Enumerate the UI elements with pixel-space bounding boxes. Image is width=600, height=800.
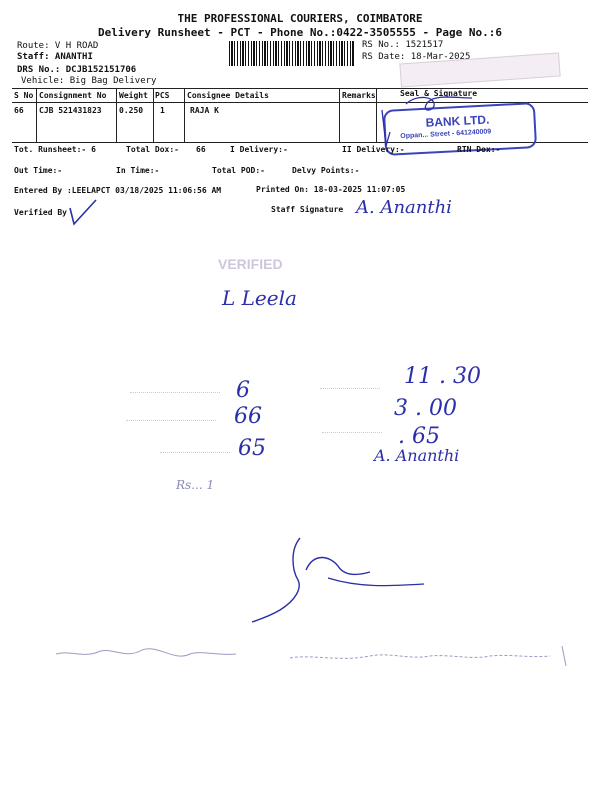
staff-label: Staff: ANANTHI xyxy=(17,52,93,62)
total-dox-value: 66 xyxy=(196,145,206,154)
right-number-3: . 65 xyxy=(398,424,440,449)
entered-by: Entered By :LEELAPCT 03/18/2025 11:06:56 AM xyxy=(14,186,222,195)
col-consignee: Consignee Details xyxy=(187,91,269,100)
drs-number: DRS No.: DCJB152151706 xyxy=(17,65,137,75)
row-consignment: CJB 521431823 xyxy=(39,106,102,115)
right-number-4: A. Ananthi xyxy=(374,446,460,465)
tot-runsheet: Tot. Runsheet:- 6 xyxy=(14,145,96,154)
i-delivery: I Delivery:- xyxy=(230,145,288,154)
row-sno: 66 xyxy=(14,106,24,115)
total-dox-label: Total Dox:- xyxy=(126,145,179,154)
faint-scribble-3 xyxy=(160,452,230,455)
seal-signature-scribble xyxy=(376,92,486,152)
runsheet-subtitle: Delivery Runsheet - PCT - Phone No.:0422-3505555 - Page No.:6 xyxy=(98,26,502,39)
verified-checkmark xyxy=(66,198,102,228)
delvy-points: Delvy Points:- xyxy=(292,166,360,175)
vehicle-label: Vehicle: Big Bag Delivery xyxy=(21,76,157,86)
faint-verified-stamp: VERIFIED xyxy=(218,256,283,272)
faint-scribble-5 xyxy=(322,432,382,435)
staff-signature-label: Staff Signature xyxy=(271,205,344,214)
faint-left-note: Rs... 1 xyxy=(176,478,215,492)
faint-bottom-scribbles xyxy=(50,636,570,676)
total-pod: Total POD:- xyxy=(212,166,265,175)
staff-handwritten-signature: A. Ananthi xyxy=(356,197,452,218)
faint-scribble-2 xyxy=(126,420,216,423)
row-consignee: RAJA K xyxy=(190,106,219,115)
row-pcs: 1 xyxy=(160,106,165,115)
rs-date: RS Date: 18-Mar-2025 xyxy=(362,52,471,62)
faint-scribble-4 xyxy=(320,388,380,391)
left-number-1: 6 xyxy=(236,378,250,403)
left-number-2: 66 xyxy=(234,404,262,429)
large-signature xyxy=(240,530,440,630)
right-number-1: 11 . 30 xyxy=(404,364,481,389)
handwritten-initial: L Leela xyxy=(222,286,297,310)
col-sno: S No xyxy=(14,91,34,100)
stamp-line2: Oppan... Street - 641240009 xyxy=(400,128,492,141)
row-weight: 0.250 xyxy=(119,106,144,115)
company-title: THE PROFESSIONAL COURIERS, COIMBATORE xyxy=(177,12,423,25)
in-time: In Time:- xyxy=(116,166,160,175)
route-label: Route: V H ROAD xyxy=(17,41,99,51)
barcode xyxy=(229,41,355,66)
faint-scribble-1 xyxy=(130,392,220,395)
printed-on: Printed On: 18-03-2025 11:07:05 xyxy=(256,185,406,194)
right-number-2: 3 . 00 xyxy=(394,396,457,421)
stamp-line1: BANK LTD. xyxy=(425,112,490,130)
col-seal: Seal & Signature xyxy=(400,89,478,98)
col-pcs: PCS xyxy=(155,91,170,100)
col-remarks: Remarks xyxy=(342,91,376,100)
col-weight: Weight xyxy=(119,91,148,100)
rtn-dox: RTN Dox:- xyxy=(457,145,501,154)
verified-by: Verified By xyxy=(14,208,67,217)
ii-delivery: II Delivery:- xyxy=(342,145,405,154)
left-number-3: 65 xyxy=(238,436,266,461)
out-time: Out Time:- xyxy=(14,166,63,175)
rs-number: RS No.: 1521517 xyxy=(362,40,444,50)
col-consignment: Consignment No xyxy=(39,91,107,100)
